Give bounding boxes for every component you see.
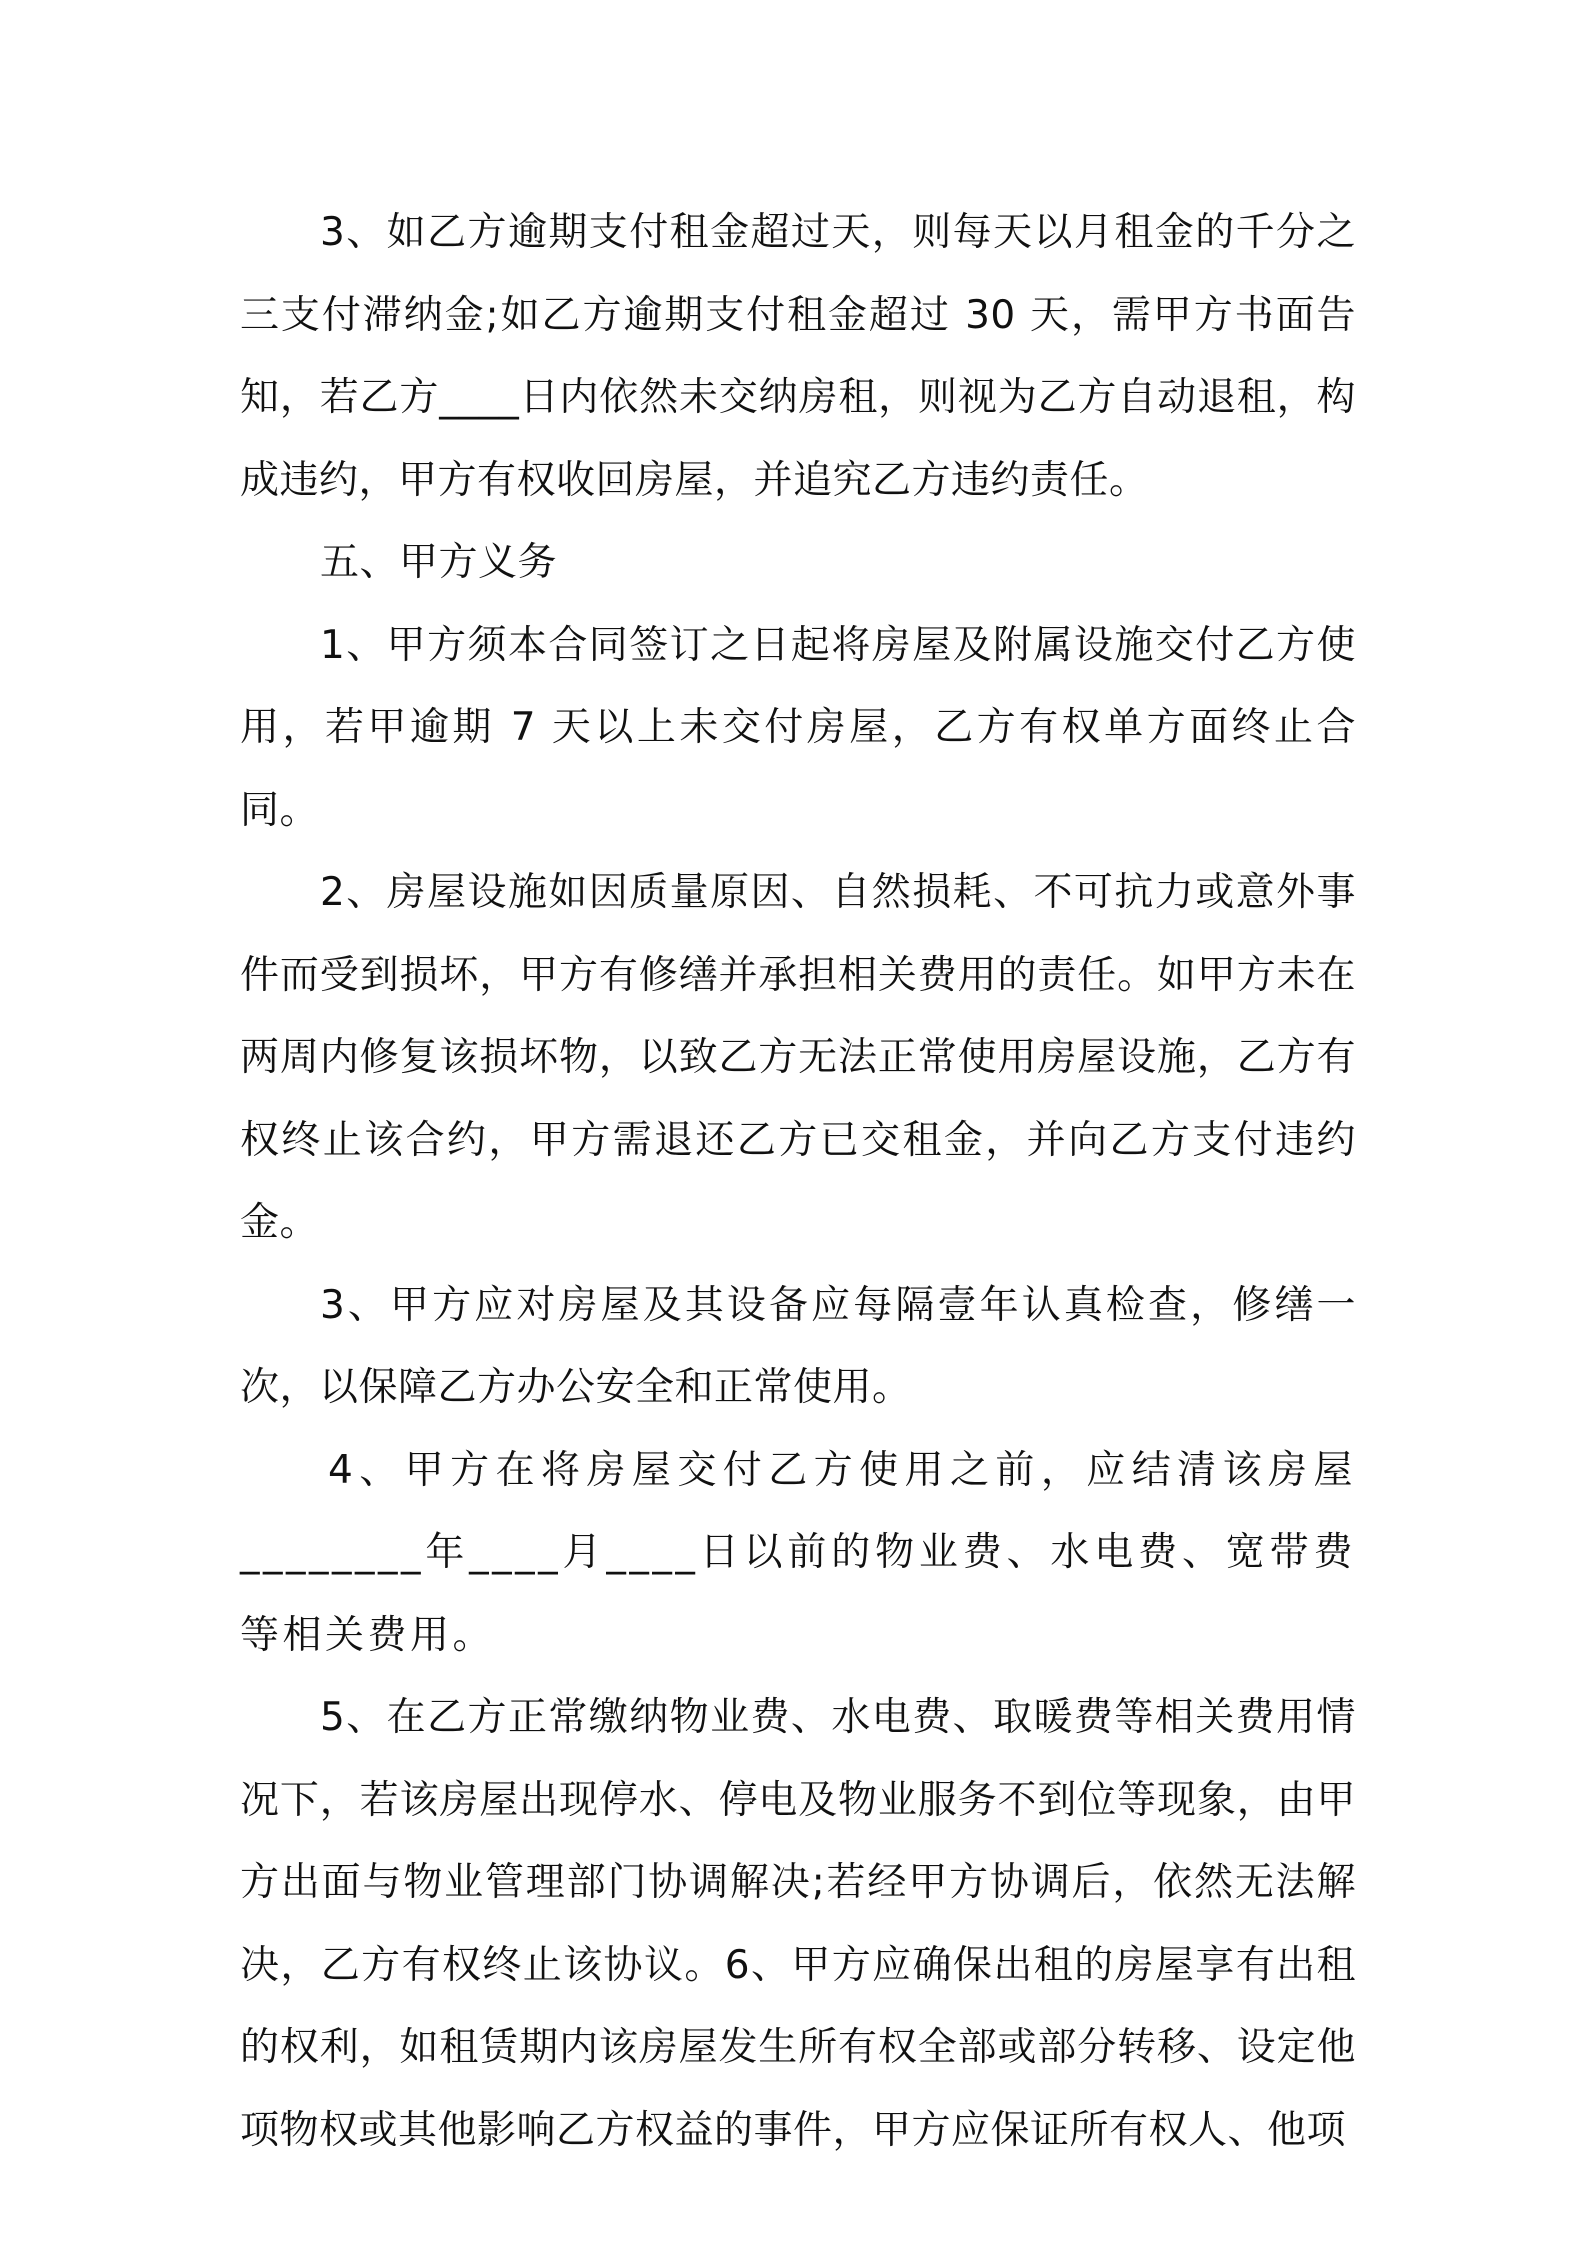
clause-late-rent-penalty: 3、如乙方逾期支付租金超过天，则每天以月租金的千分之三支付滞纳金;如乙方逾期支付租金超过 30 天，需甲方书面告知，若乙方____日内依然未交纳房租，则视为乙方自动退租，构成违约，甲方有权收回房屋，并追究乙方违约责任。 [240, 210, 1356, 503]
clause-utility-issues-and-ownership: 5、在乙方正常缴纳物业费、水电费、取暖费等相关费用情况下，若该房屋出现停水、停电及物业服务不到位等现象，由甲方出面与物业管理部门协调解决;若经甲方协调后，依然无法解决，乙方有权终止该协议。6、甲方应确保出租的房屋享有出租的权利，如租赁期内该房屋发生所有权全部或部分转移、设定他项物权或其他影响乙方权益的事件，甲方应保证所有权人、他项 [240, 1695, 1356, 2153]
clause-annual-inspection: 3、甲方应对房屋及其设备应每隔壹年认真检查，修缮一次，以保障乙方办公安全和正常使用。 [240, 1282, 1356, 1410]
section-heading-party-a-obligations: 五、甲方义务 [320, 540, 558, 585]
contract-text-body [240, 192, 1356, 2172]
clause-repair-responsibility: 2、房屋设施如因质量原因、自然损耗、不可抗力或意外事件而受到损坏，甲方有修缮并承担相关费用的责任。如甲方未在两周内修复该损坏物，以致乙方无法正常使用房屋设施，乙方有权终止该合约，甲方需退还乙方已交租金，并向乙方支付违约金。 [240, 870, 1356, 1245]
clause-delivery-of-premises: 1、甲方须本合同签订之日起将房屋及附属设施交付乙方使用，若甲逾期 7 天以上未交付房屋，乙方有权单方面终止合同。 [240, 622, 1356, 833]
clause-settle-prior-fees: 4、甲方在将房屋交付乙方使用之前，应结清该房屋________年____月____日以前的物业费、水电费、宽带费等相关费用。 [240, 1447, 1356, 1658]
